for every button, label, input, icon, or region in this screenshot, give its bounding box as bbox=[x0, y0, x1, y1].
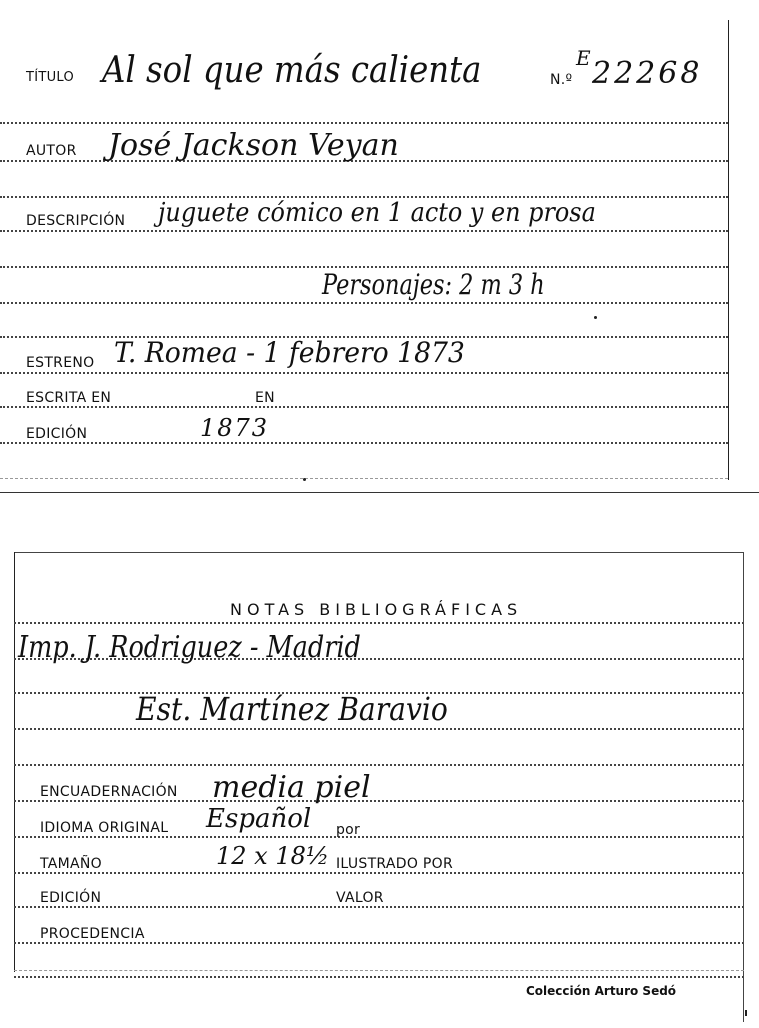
numero-value: 22268 bbox=[592, 56, 703, 91]
descripcion-value: juguete cómico en 1 acto y en prosa bbox=[158, 198, 596, 228]
numero-superscript: E bbox=[576, 46, 591, 70]
scan-speck bbox=[594, 316, 597, 319]
ruled-line bbox=[0, 406, 728, 408]
ruled-line bbox=[14, 836, 744, 838]
autor-label: AUTOR bbox=[26, 143, 77, 159]
autor-value: José Jackson Veyan bbox=[108, 128, 399, 163]
ilustrado-por-label: ILUSTRADO POR bbox=[336, 856, 453, 872]
ruled-line bbox=[14, 942, 744, 944]
valor-label: VALOR bbox=[336, 890, 384, 906]
ruled-line bbox=[0, 230, 728, 232]
notas-heading: NOTAS BIBLIOGRÁFICAS bbox=[230, 600, 523, 619]
card-edge bbox=[14, 552, 15, 972]
ruled-line bbox=[14, 728, 744, 730]
tamano-label: TAMAÑO bbox=[40, 856, 102, 872]
ruled-line bbox=[0, 302, 728, 304]
notes-line-1: Imp. J. Rodriguez - Madrid bbox=[18, 630, 361, 665]
encuadernacion-value: media piel bbox=[212, 770, 371, 805]
titulo-value: Al sol que más calienta bbox=[102, 50, 482, 91]
descripcion-label: DESCRIPCIÓN bbox=[26, 213, 126, 229]
ruled-line bbox=[0, 478, 728, 479]
procedencia-label: PROCEDENCIA bbox=[40, 926, 145, 942]
titulo-label: TÍTULO bbox=[26, 70, 75, 85]
scan-speck bbox=[745, 1010, 747, 1016]
descripcion-value-2: Personajes: 2 m 3 h bbox=[322, 268, 545, 301]
escrita-en-label: ESCRITA EN bbox=[26, 390, 112, 406]
idioma-original-value: Español bbox=[206, 804, 312, 834]
ruled-line bbox=[0, 122, 728, 124]
encuadernacion-label: ENCUADERNACIÓN bbox=[40, 784, 178, 800]
ruled-line bbox=[14, 872, 744, 874]
estreno-value: T. Romea - 1 febrero 1873 bbox=[114, 336, 465, 369]
catalog-card-front bbox=[0, 0, 759, 492]
card-edge bbox=[728, 20, 729, 480]
notes-line-2: Est. Martínez Baravio bbox=[136, 690, 448, 728]
ruled-line bbox=[14, 970, 744, 971]
ruled-line bbox=[14, 622, 744, 624]
card-divider bbox=[0, 492, 759, 493]
tamano-value: 12 x 18½ bbox=[216, 842, 330, 870]
escrita-en-label-2: EN bbox=[255, 390, 275, 406]
card-edge bbox=[14, 552, 744, 553]
por-label: por bbox=[336, 822, 361, 838]
edicion-label-2: EDICIÓN bbox=[40, 890, 102, 906]
ruled-line bbox=[0, 442, 728, 444]
ruled-line bbox=[0, 372, 728, 374]
ruled-line bbox=[14, 906, 744, 908]
ruled-line bbox=[14, 976, 744, 978]
collection-footer: Colección Arturo Sedó bbox=[526, 984, 677, 998]
numero-label: N.º bbox=[550, 72, 573, 88]
ruled-line bbox=[14, 764, 744, 766]
edicion-value: 1873 bbox=[200, 414, 270, 442]
estreno-label: ESTRENO bbox=[26, 355, 95, 371]
scan-speck bbox=[303, 478, 306, 481]
edicion-label: EDICIÓN bbox=[26, 426, 88, 442]
idioma-original-label: IDIOMA ORIGINAL bbox=[40, 820, 169, 836]
ruled-line bbox=[14, 800, 744, 802]
catalog-card-back bbox=[14, 552, 744, 1022]
